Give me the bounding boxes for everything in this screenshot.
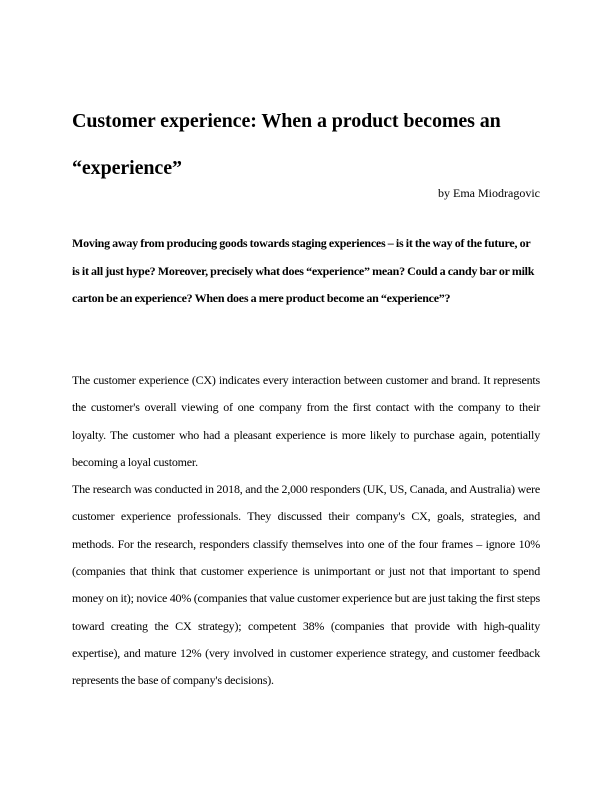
body-paragraph-2: The research was conducted in 2018, and the 2,000 responders (UK, US, Canada, and Australia) were customer experience professionals. They discussed their company's CX, goals, strategies, and methods. For the research, responders classify themselves into one of the four frames – ignore 10% (companies that think that customer experience is unimportant or just not that important to spend money on it); novice 40% (companies that value customer experience but are just taking the first steps toward creating the CX strategy); competent 38% (companies that provide with high-quality expertise), and mature 12% (very involved in customer experience strategy, and customer feedback represents the base of company's decisions). (72, 482, 540, 688)
article-title: Customer experience: When a product becomes an “experience” (72, 110, 501, 179)
author-byline: by Ema Miodragovic (438, 186, 540, 200)
article-body (72, 367, 540, 695)
article-abstract: Moving away from producing goods towards staging experiences – is it the way of the future, or is it all just hype? Moreover, precisely what does “experience” mean? Could a candy bar or milk carton be an experience? When does a mere product become an “experience”? (72, 236, 535, 306)
body-paragraph-1: The customer experience (CX) indicates every interaction between customer and brand. It represents the customer's overall viewing of one company from the first contact with the company to their loyalty. The customer who had a pleasant experience is more likely to purchase again, potentially becoming a loyal customer. (72, 373, 540, 469)
